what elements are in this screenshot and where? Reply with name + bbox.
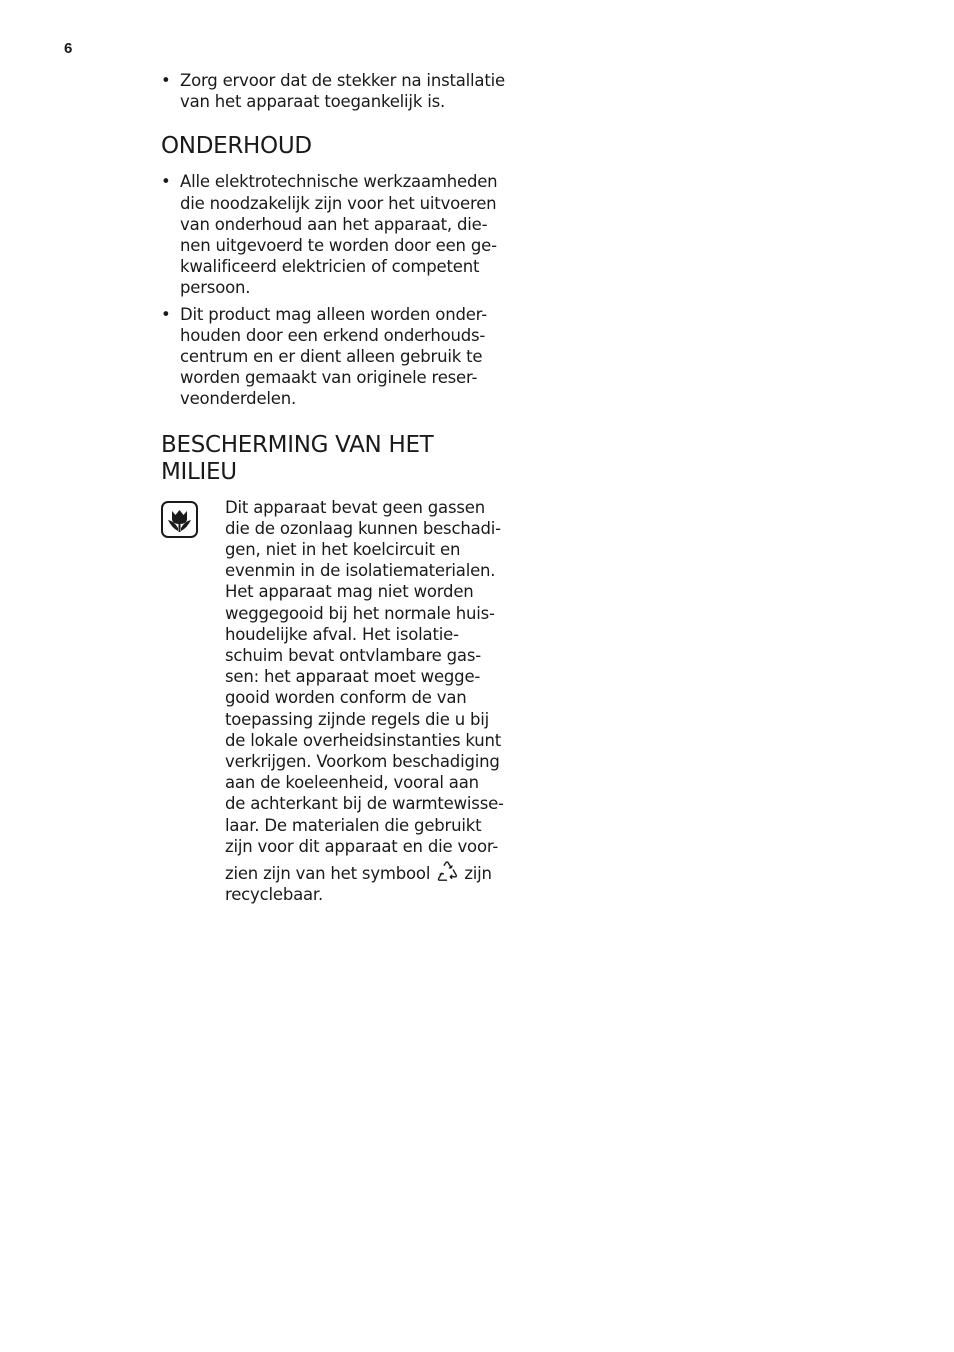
text-line: evenmin in de isolatiematerialen. bbox=[225, 561, 496, 581]
page-number: 6 bbox=[64, 40, 73, 57]
text-line: • Alle elektrotechnische werkzaamheden bbox=[180, 172, 498, 192]
environment-block bbox=[161, 497, 521, 906]
text-line: van het apparaat toegankelijk is. bbox=[180, 92, 446, 112]
text-line: sen: het apparaat moet wegge- bbox=[225, 667, 481, 687]
recycle-icon bbox=[435, 860, 459, 884]
symbol-text-line bbox=[225, 860, 521, 884]
text-line: de achterkant bij de warmtewisse- bbox=[225, 794, 504, 814]
text-line: centrum en er dient alleen gebruik te bbox=[180, 347, 483, 367]
onderhoud-bullet-list bbox=[161, 171, 521, 409]
text-line: laar. De materialen die gebruikt bbox=[225, 815, 482, 835]
text-line: verkrijgen. Voorkom beschadiging bbox=[225, 752, 500, 772]
text-line: houdelijke afval. Het isolatie- bbox=[225, 624, 459, 644]
symbol-line-before: zien zijn van het symbool bbox=[225, 864, 431, 884]
text-line: • Dit product mag alleen worden onder- bbox=[180, 304, 487, 324]
section-heading-milieu bbox=[161, 432, 521, 486]
text-line: die de ozonlaag kunnen beschadi- bbox=[225, 518, 501, 538]
text-line: weggegooid bij het normale huis- bbox=[225, 603, 495, 623]
text-line: persoon. bbox=[180, 278, 251, 298]
list-item bbox=[161, 171, 521, 298]
content-column bbox=[161, 70, 521, 906]
intro-bullet-list bbox=[161, 70, 521, 112]
text-line: nen uitgevoerd te worden door een ge- bbox=[180, 236, 497, 256]
environment-text bbox=[225, 497, 521, 906]
list-item bbox=[161, 70, 521, 112]
text-line: van onderhoud aan het apparaat, die- bbox=[180, 214, 488, 234]
heading-line: MILIEU bbox=[161, 458, 237, 485]
text-line: aan de koeleenheid, vooral aan bbox=[225, 773, 479, 793]
text-line: de lokale overheidsinstanties kunt bbox=[225, 730, 502, 750]
text-line: recyclebaar. bbox=[225, 885, 324, 905]
text-line: gooid worden conform de van bbox=[225, 688, 467, 708]
text-line: gen, niet in het koelcircuit en bbox=[225, 540, 461, 560]
text-line: schuim bevat ontvlambare gas- bbox=[225, 646, 481, 666]
text-line: worden gemaakt van originele reser- bbox=[180, 368, 478, 388]
text-line: die noodzakelijk zijn voor het uitvoeren bbox=[180, 193, 497, 213]
text-line: veonderdelen. bbox=[180, 389, 297, 409]
symbol-line-after: zijn bbox=[464, 864, 492, 884]
text-line: zijn voor dit apparaat en die voor- bbox=[225, 836, 499, 856]
text-line: houden door een erkend onderhouds- bbox=[180, 325, 486, 345]
text-line: kwalificeerd elektricien of competent bbox=[180, 257, 480, 277]
text-line: Het apparaat mag niet worden bbox=[225, 582, 474, 602]
section-heading-onderhoud: ONDERHOUD bbox=[161, 133, 312, 160]
text-line: • Zorg ervoor dat de stekker na installatie bbox=[180, 71, 505, 90]
heading-line: BESCHERMING VAN HET bbox=[161, 431, 434, 458]
list-item bbox=[161, 304, 521, 410]
text-line: toepassing zijnde regels die u bij bbox=[225, 709, 490, 729]
environment-flower-icon bbox=[161, 501, 198, 538]
text-line: Dit apparaat bevat geen gassen bbox=[225, 497, 485, 517]
